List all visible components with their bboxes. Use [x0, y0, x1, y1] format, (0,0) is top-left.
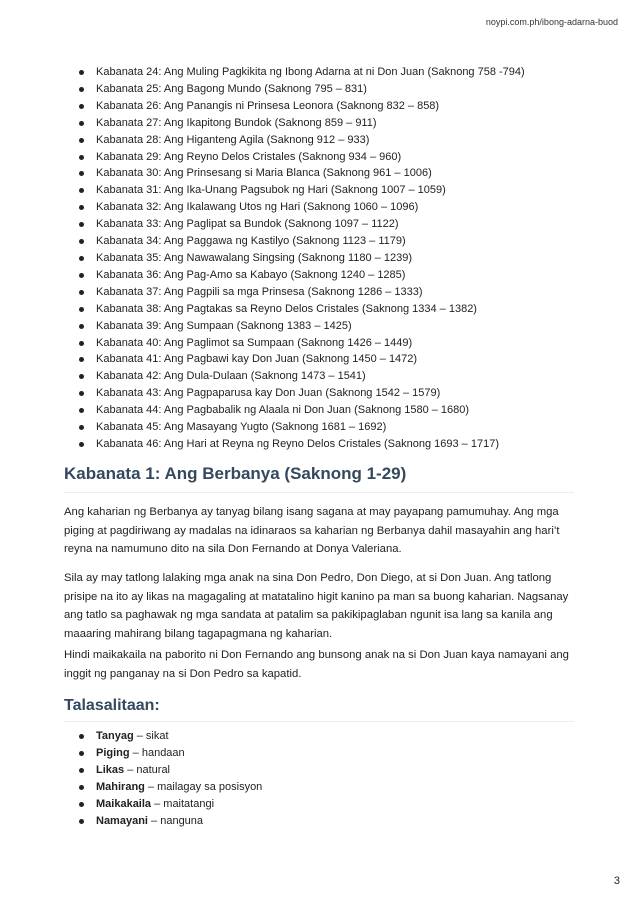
- glossary-definition: – maitatangi: [151, 797, 215, 810]
- glossary-item: [96, 728, 262, 745]
- chapter-list-item: Kabanata 39: Ang Sumpaan (Saknong 1383 – 1425): [96, 318, 598, 335]
- chapter-list-item: Kabanata 34: Ang Paggawa ng Kastilyo (Saknong 1123 – 1179): [96, 233, 598, 250]
- glossary-definition: – sikat: [133, 730, 169, 742]
- chapter-list-item: Kabanata 36: Ang Pag-Amo sa Kabayo (Saknong 1240 – 1285): [96, 267, 598, 284]
- glossary-item: [96, 745, 262, 762]
- chapter-list-item: Kabanata 24: Ang Muling Pagkikita ng Ibong Adarna at ni Don Juan (Saknong 758 -794): [96, 64, 598, 81]
- chapter-list-item: Kabanata 31: Ang Ika-Unang Pagsubok ng Hari (Saknong 1007 – 1059): [96, 182, 598, 199]
- chapter-list-item: Kabanata 29: Ang Reyno Delos Cristales (Saknong 934 – 960): [96, 149, 598, 166]
- glossary-definition: – mailagay sa posisyon: [144, 780, 263, 793]
- section-heading: Kabanata 1: Ang Berbanya (Saknong 1-29): [64, 464, 574, 493]
- glossary-definition: – nanguna: [147, 814, 204, 827]
- paragraph: Sila ay may tatlong lalaking mga anak na sina Don Pedro, Don Diego, at si Don Juan. Ang tatlong prisipe na ito ay likas na magagaling at matatalino higit kanino pa man sa buong kaharian. Nagsanay ang tatlo sa paghawak ng mga sandata at patalim sa pakikipaglaban ngunit isa lang sa kanila ang maaaring mahirang bilang tagapagmana ng kaharian.: [64, 572, 569, 640]
- page-number: 3: [613, 875, 620, 887]
- chapter-list-item: Kabanata 35: Ang Nawawalang Singsing (Saknong 1180 – 1239): [96, 250, 598, 267]
- glossary-term: Likas: [96, 763, 125, 776]
- glossary-item: [96, 779, 262, 796]
- glossary-term: Namayani: [96, 814, 148, 827]
- glossary-term: Maikakaila: [96, 797, 152, 810]
- chapter-list-item: Kabanata 28: Ang Higanteng Agila (Saknong 912 – 933): [96, 132, 598, 149]
- chapter-list-item: Kabanata 43: Ang Pagpaparusa kay Don Juan (Saknong 1542 – 1579): [96, 385, 598, 402]
- glossary-item: [96, 813, 262, 830]
- chapter-list-item: Kabanata 40: Ang Paglimot sa Sumpaan (Saknong 1426 – 1449): [96, 335, 598, 352]
- chapter-list-item: Kabanata 26: Ang Panangis ni Prinsesa Leonora (Saknong 832 – 858): [96, 98, 598, 115]
- chapter-list-item: Kabanata 27: Ang Ikapitong Bundok (Saknong 859 – 911): [96, 115, 598, 132]
- chapter-list-item: Kabanata 46: Ang Hari at Reyna ng Reyno Delos Cristales (Saknong 1693 – 1717): [96, 436, 598, 453]
- glossary-list: [64, 728, 262, 829]
- chapter-list-item: Kabanata 38: Ang Pagtakas sa Reyno Delos Cristales (Saknong 1334 – 1382): [96, 301, 598, 318]
- chapter-list-item: Kabanata 45: Ang Masayang Yugto (Saknong 1681 – 1692): [96, 419, 598, 436]
- glossary-heading: Talasalitaan:: [64, 697, 574, 722]
- glossary-definition: – natural: [124, 763, 171, 776]
- glossary-term: Tanyag: [96, 730, 134, 742]
- glossary-item: [96, 796, 262, 813]
- chapter-list: [64, 64, 598, 453]
- chapter-list-item: Kabanata 37: Ang Pagpili sa mga Prinsesa (Saknong 1286 – 1333): [96, 284, 598, 301]
- chapter-list-item: Kabanata 42: Ang Dula-Dulaan (Saknong 1473 – 1541): [96, 368, 598, 385]
- paragraph: Ang kaharian ng Berbanya ay tanyag bilang isang sagana at may payapang pamumuhay. Ang mga piging at pagdiriwang ay madalas na idinaraos sa kaharian ng Berbanya dahil masayahin ang hari’t reyna na namumuno dito na sila Don Fernando at Donya Valeriana.: [64, 506, 560, 556]
- glossary-term: Piging: [96, 746, 130, 759]
- glossary-term: Mahirang: [96, 780, 145, 793]
- glossary-definition: – handaan: [129, 746, 185, 759]
- chapter-list-item: Kabanata 41: Ang Pagbawi kay Don Juan (Saknong 1450 – 1472): [96, 351, 598, 368]
- paragraph: Hindi maikakaila na paborito ni Don Fernando ang bunsong anak na si Don Juan kaya namayani ang inggit ng panganay na si Don Pedro sa kapatid.: [64, 649, 569, 680]
- chapter-list-item: Kabanata 44: Ang Pagbabalik ng Alaala ni Don Juan (Saknong 1580 – 1680): [96, 402, 598, 419]
- chapter-list-item: Kabanata 33: Ang Paglipat sa Bundok (Saknong 1097 – 1122): [96, 216, 598, 233]
- chapter-list-item: Kabanata 32: Ang Ikalawang Utos ng Hari (Saknong 1060 – 1096): [96, 199, 598, 216]
- source-url: noypi.com.ph/ibong-adarna-buod: [485, 17, 618, 27]
- glossary-item: [96, 762, 262, 779]
- chapter-list-item: Kabanata 30: Ang Prinsesang si Maria Blanca (Saknong 961 – 1006): [96, 165, 598, 182]
- chapter-list-item: Kabanata 25: Ang Bagong Mundo (Saknong 795 – 831): [96, 81, 598, 98]
